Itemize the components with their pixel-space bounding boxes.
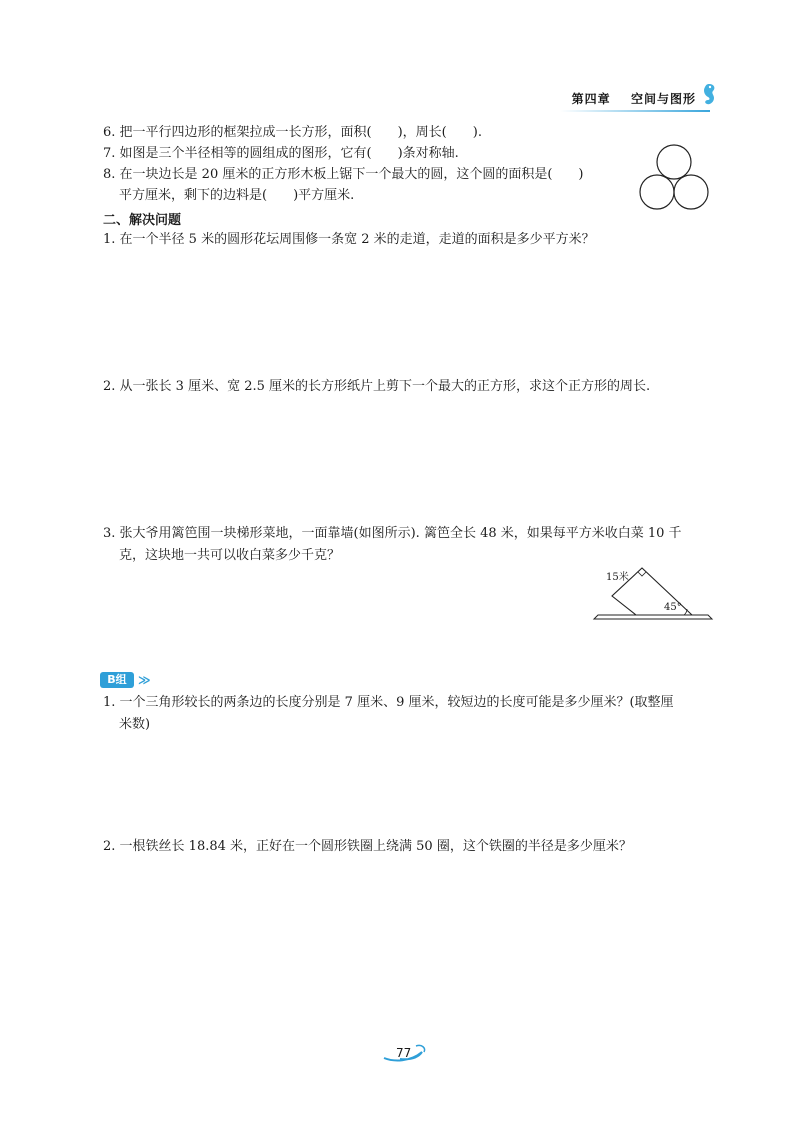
problem-2: 2. 从一张长 3 厘米、宽 2.5 厘米的长方形纸片上剪下一个最大的正方形，求这个正方形的周长.: [103, 379, 651, 394]
question-8-line1: 8. 在一块边长是 20 厘米的正方形木板上锯下一个最大的圆，这个圆的面积是( ): [103, 167, 584, 182]
problem-3-line2: 克，这块地一共可以收白菜多少千克？: [119, 548, 341, 563]
problem-3-line1: 3. 张大爷用篱笆围一块梯形菜地，一面靠墙(如图所示). 篱笆全长 48 米，如果每平方米收白菜 10 千: [103, 526, 682, 541]
question-7: 7. 如图是三个半径相等的圆组成的图形，它有( )条对称轴.: [103, 146, 459, 161]
wave-decoration-icon: [380, 1040, 428, 1062]
group-b-question-1-line2: 米数): [119, 717, 151, 732]
angle-label: 45°: [664, 602, 682, 613]
group-b-question-1-line1: 1. 一个三角形较长的两条边的长度分别是 7 厘米、9 厘米，较短边的长度可能是多少厘米？(取整厘: [103, 695, 674, 710]
side-length-label: 15米: [606, 572, 629, 583]
question-6: 6. 把一平行四边形的框架拉成一长方形，面积( )，周长( ).: [103, 125, 482, 140]
group-b-badge: B组: [100, 672, 134, 688]
three-circles-figure: [636, 140, 712, 216]
header-underline: [560, 110, 710, 112]
chapter-header: [572, 90, 696, 107]
chapter-number: 第四章: [571, 92, 611, 106]
question-8-line2: 平方厘米，剩下的边料是( )平方厘米.: [119, 188, 355, 203]
group-b-question-2: 2. 一根铁丝长 18.84 米，正好在一个圆形铁圈上绕满 50 圈，这个铁圈的半径是多少厘米？: [103, 839, 632, 854]
problem-1: 1. 在一个半径 5 米的圆形花坛周围修一条宽 2 米的走道，走道的面积是多少平方米？: [103, 232, 595, 247]
seahorse-icon: [700, 82, 718, 112]
chapter-title: 空间与图形: [630, 92, 696, 106]
page-number: 77: [396, 1046, 412, 1060]
double-chevron-icon: ≫: [138, 673, 151, 687]
trapezoid-figure: [588, 562, 718, 624]
section-title-solve-problems: 二、解决问题: [103, 213, 182, 228]
